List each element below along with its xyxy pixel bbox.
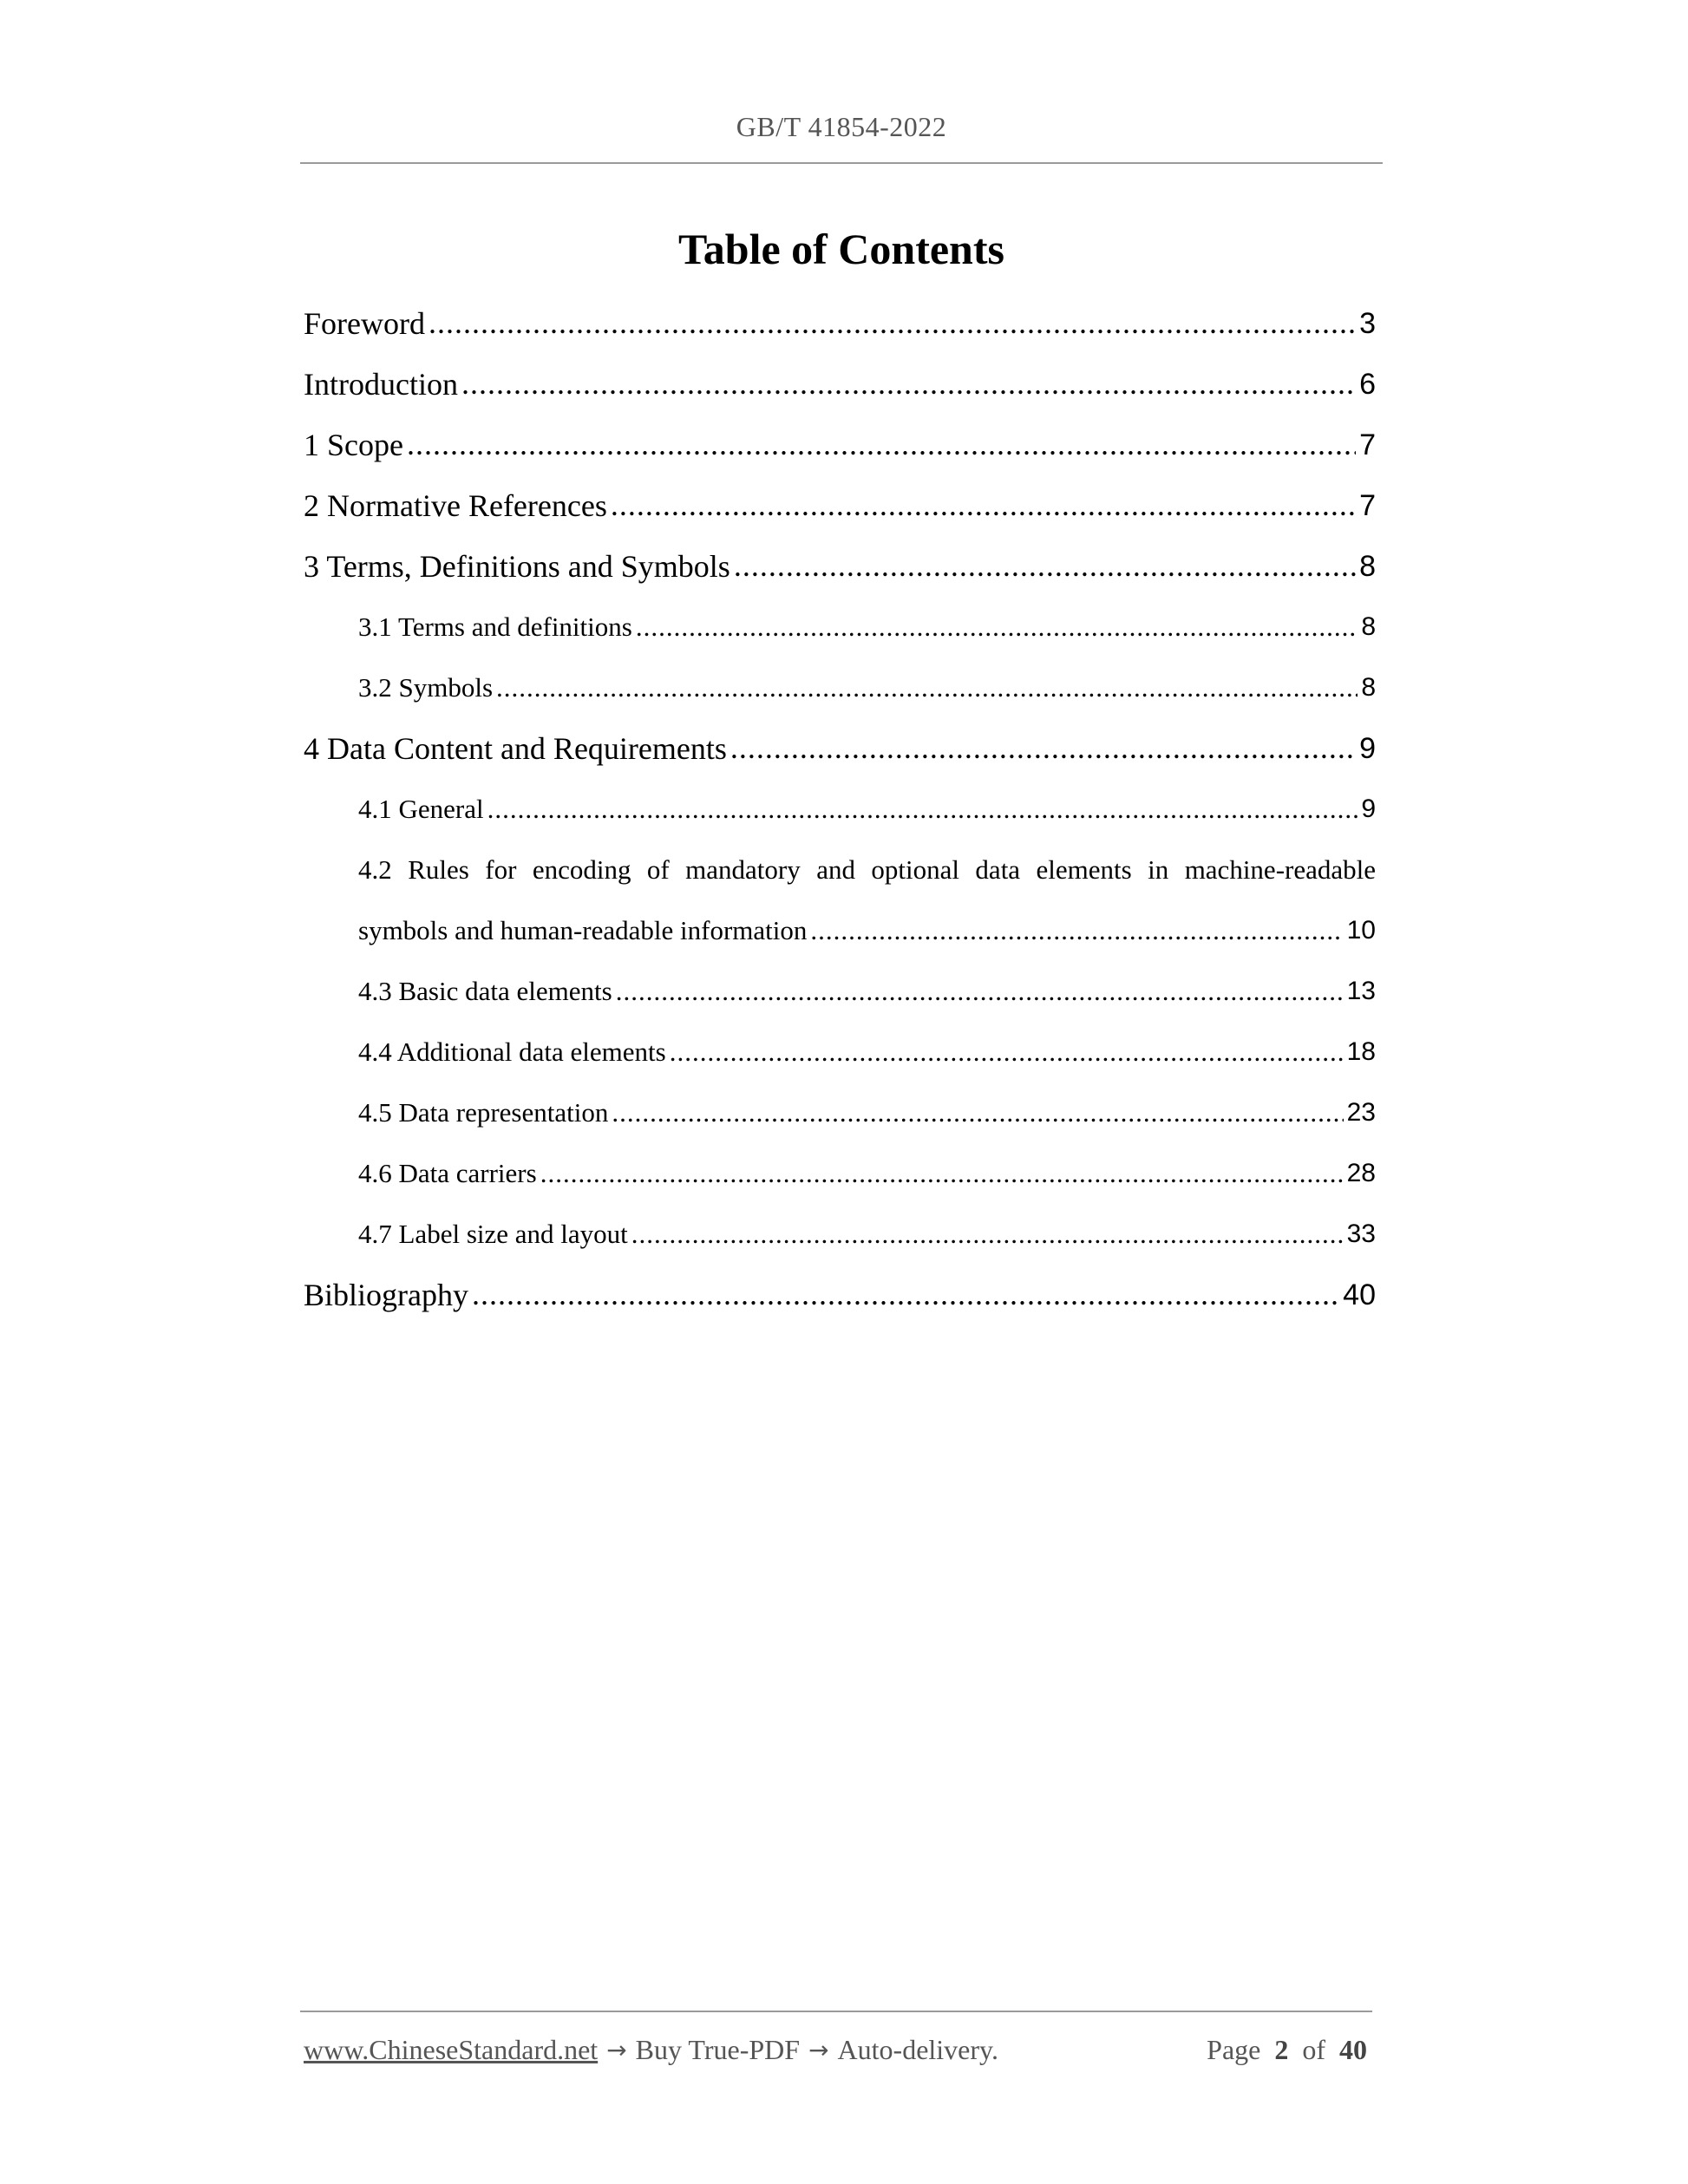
arrow-right-icon: → [808,2036,829,2064]
dot-leader [616,975,1344,1007]
toc-entry-label: 2 Normative References [304,488,607,523]
dot-leader [636,611,1358,643]
dot-leader [487,793,1358,825]
toc-entry-label: Foreword [304,306,425,341]
toc-entry-label: Introduction [304,367,458,402]
table-of-contents [304,293,1376,1325]
toc-entry-symbols[interactable] [304,657,1376,718]
toc-page-number: 3 [1359,306,1376,340]
toc-entry-label-line-2-wrapper [304,900,1376,961]
toc-entry-data-carriers[interactable] [304,1143,1376,1204]
toc-entry-label: 4.6 Data carriers [358,1158,537,1188]
toc-entry-data-content-requirements[interactable] [304,718,1376,779]
toc-entry-basic-data-elements[interactable] [304,961,1376,1022]
footer-promo [304,2034,998,2066]
dot-leader [730,729,1356,767]
toc-entry-introduction[interactable] [304,354,1376,415]
running-header: GB/T 41854-2022 [736,111,947,142]
page-word: Page [1207,2034,1261,2065]
toc-entry-label: 3 Terms, Definitions and Symbols [304,549,730,584]
toc-entry-data-representation[interactable] [304,1082,1376,1143]
toc-page-number: 8 [1359,549,1376,583]
toc-page-number: 10 [1346,916,1376,945]
toc-entry-label: 4.1 General [358,794,484,824]
toc-entry-label: 4.7 Label size and layout [358,1219,628,1249]
dot-leader [496,671,1358,703]
toc-page-number: 7 [1359,488,1376,522]
toc-entry-label: 4.3 Basic data elements [358,976,612,1006]
toc-page-number: 7 [1359,428,1376,461]
dot-leader [810,914,1343,946]
dot-leader [472,1276,1339,1313]
toc-entry-label-size-layout[interactable] [304,1204,1376,1265]
toc-page-number: 28 [1346,1159,1376,1187]
dot-leader [631,1218,1344,1250]
arrow-right-icon: → [606,2036,627,2064]
toc-page-number: 13 [1346,977,1376,1005]
dot-leader [670,1036,1344,1068]
toc-page-number: 8 [1361,673,1376,702]
page-footer [304,2034,1367,2066]
toc-page-number: 9 [1361,794,1376,823]
page-title: Table of Contents [678,225,1004,273]
total-page-count: 40 [1339,2034,1367,2065]
dot-leader [461,365,1356,402]
toc-entry-label: Bibliography [304,1278,468,1312]
toc-page-number: 18 [1346,1037,1376,1066]
toc-entry-label-line-1: 4.2 Rules for encoding of mandatory and optional data elements in machine-readable [358,854,1376,885]
current-page-number: 2 [1274,2034,1289,2065]
toc-entry-encoding-rules[interactable] [304,840,1376,961]
toc-page-number: 40 [1343,1278,1376,1311]
toc-entry-label: 3.2 Symbols [358,672,494,703]
dot-leader [429,304,1356,342]
dot-leader [540,1157,1344,1189]
footer-divider [300,2011,1372,2012]
buy-true-pdf-text: Buy True-PDF [635,2034,801,2065]
toc-entry-scope[interactable] [304,415,1376,475]
toc-page-number: 8 [1361,612,1376,641]
toc-entry-bibliography[interactable] [304,1265,1376,1325]
toc-entry-terms-definitions-symbols[interactable] [304,536,1376,597]
site-link[interactable]: www.ChineseStandard.net [304,2034,599,2065]
toc-entry-label: 4.4 Additional data elements [358,1036,666,1067]
toc-page-number: 33 [1346,1220,1376,1248]
toc-entry-label: 4 Data Content and Requirements [304,731,727,766]
toc-page-number: 6 [1359,367,1376,401]
toc-entry-normative-references[interactable] [304,475,1376,536]
dot-leader [734,547,1356,585]
of-word: of [1302,2034,1325,2065]
toc-entry-label: 1 Scope [304,428,403,462]
toc-entry-label: 4.5 Data representation [358,1097,609,1128]
toc-page-number: 9 [1359,731,1376,765]
dot-leader [611,487,1356,524]
toc-entry-additional-data-elements[interactable] [304,1022,1376,1082]
page-counter [1200,2034,1367,2066]
toc-page-number: 23 [1346,1098,1376,1127]
toc-entry-label-line-1-wrapper [358,840,1376,900]
dot-leader [407,426,1356,463]
dot-leader [612,1096,1343,1128]
auto-delivery-text: Auto-delivery. [837,2034,998,2065]
toc-entry-terms-and-definitions[interactable] [304,597,1376,657]
toc-entry-general[interactable] [304,779,1376,840]
toc-entry-label-line-2: symbols and human-readable information [358,915,808,945]
header-divider [300,162,1383,164]
toc-entry-foreword[interactable] [304,293,1376,354]
toc-entry-label: 3.1 Terms and definitions [358,611,632,642]
